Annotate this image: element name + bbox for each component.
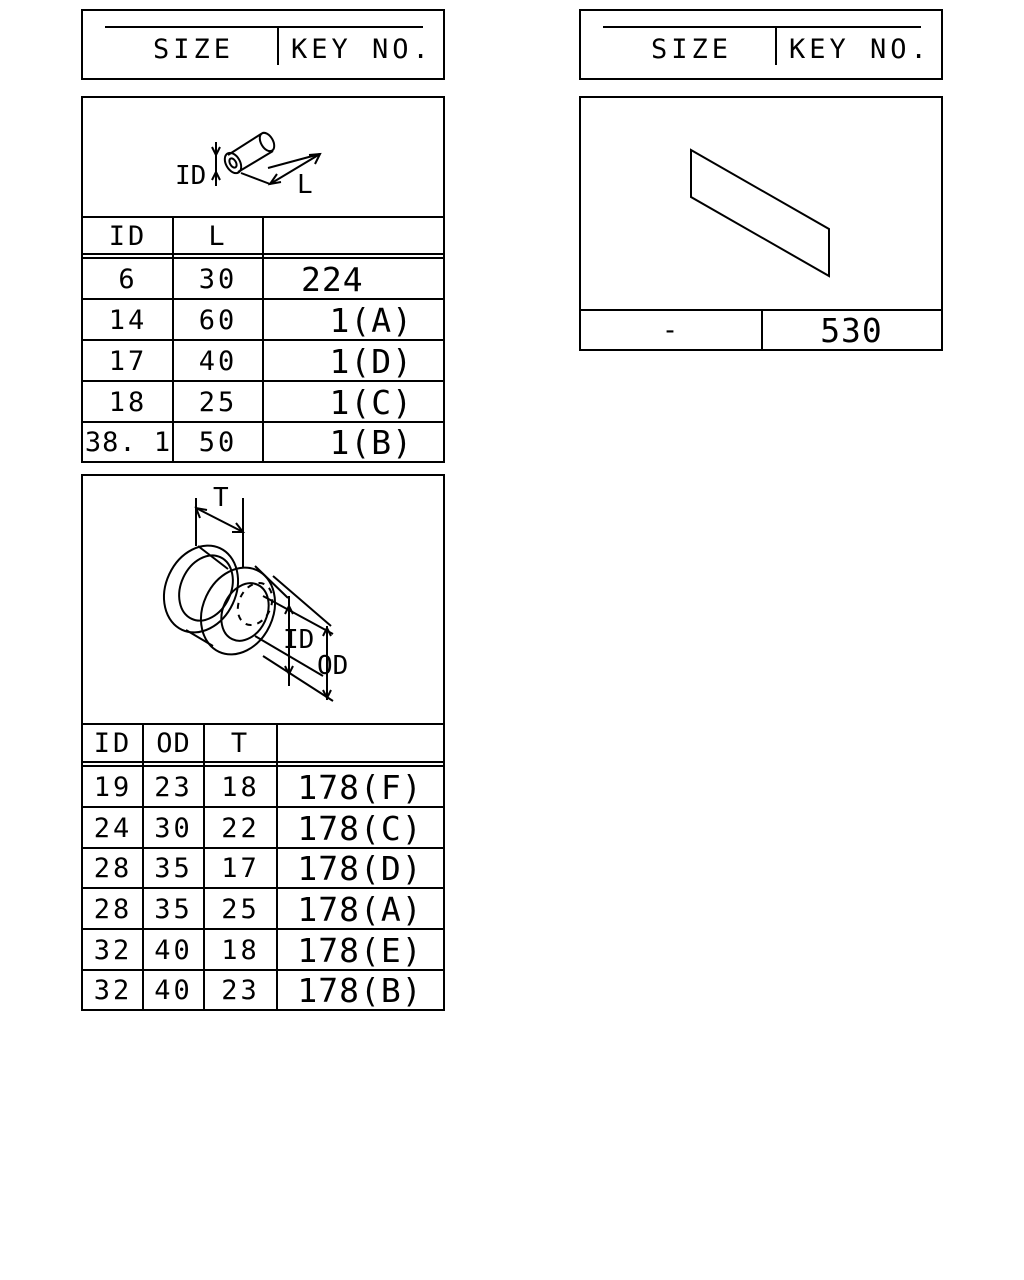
legend-divider <box>277 27 279 65</box>
grommet-thickness-cell: 18 <box>221 771 260 803</box>
grommet-od-cell: 23 <box>154 771 193 803</box>
grommet-id-cell: 32 <box>93 934 133 966</box>
key-no-header: KEY NO. <box>291 34 433 65</box>
hose-key-header <box>263 219 443 253</box>
size-header: SIZE <box>651 34 733 65</box>
grommet-id-cell: 24 <box>93 812 133 844</box>
legend-box-left <box>81 9 445 80</box>
grommet-od-cell: 30 <box>154 812 193 844</box>
hose-key-cell: 1(B) <box>329 422 413 462</box>
grommet-key-cell: 178(F) <box>297 767 423 807</box>
hose-length-cell: 60 <box>198 304 238 336</box>
hose-id-cell: 14 <box>108 304 148 336</box>
hose-length-cell: 25 <box>198 386 238 418</box>
grommet-table <box>81 474 445 1011</box>
hose-length-label: L <box>297 170 313 200</box>
grommet-thickness-cell: 18 <box>221 934 260 966</box>
grommet-key-cell: 178(E) <box>297 930 423 970</box>
grommet-thickness-label: T <box>213 483 229 513</box>
legend-divider <box>775 27 777 65</box>
grommet-key-cell: 178(A) <box>297 889 423 929</box>
hose-length-header: L <box>208 220 228 252</box>
grommet-diagram <box>83 476 443 724</box>
grommet-thickness-cell: 17 <box>221 853 260 884</box>
key-no-header: KEY NO. <box>789 34 931 65</box>
grommet-od-cell: 40 <box>154 974 193 1006</box>
grommet-id-label: ID <box>283 625 315 655</box>
hose-length-cell: 30 <box>198 263 238 295</box>
grommet-thickness-cell: 23 <box>221 974 260 1006</box>
grommet-id-cell: 28 <box>93 893 133 925</box>
hose-length-cell: 50 <box>198 426 238 458</box>
plate-key-cell: 530 <box>820 310 883 350</box>
grommet-thickness-cell: 22 <box>221 812 260 844</box>
hose-length-cell: 40 <box>198 345 238 377</box>
hose-key-cell: 224 <box>301 259 364 299</box>
grommet-id-cell: 28 <box>93 853 133 884</box>
grommet-id-cell: 19 <box>93 771 133 803</box>
legend-box-right <box>579 9 943 80</box>
grommet-table-rule <box>83 723 443 725</box>
hose-key-cell: 1(C) <box>329 382 413 422</box>
hose-id-cell: 6 <box>118 263 138 295</box>
size-header: SIZE <box>153 34 235 65</box>
grommet-thickness-header: T <box>230 728 251 759</box>
grommet-od-cell: 35 <box>154 853 193 884</box>
grommet-od-cell: 35 <box>154 893 193 925</box>
grommet-key-header <box>277 726 443 761</box>
grommet-od-label: OD <box>317 651 349 681</box>
hose-table <box>81 96 445 463</box>
plate-size-cell: - <box>661 314 682 346</box>
grommet-key-cell: 178(B) <box>297 970 423 1010</box>
hose-id-label: ID <box>175 161 207 191</box>
legend-top-rule <box>105 26 423 28</box>
grommet-table-rule <box>83 761 443 763</box>
grommet-thickness-cell: 25 <box>221 893 260 925</box>
hose-id-cell: 38. 1 <box>84 426 172 458</box>
hose-id-header: ID <box>108 220 148 252</box>
grommet-key-cell: 178(D) <box>297 849 423 888</box>
hose-key-cell: 1(D) <box>329 341 413 381</box>
legend-top-rule <box>603 26 921 28</box>
grommet-id-cell: 32 <box>93 974 133 1006</box>
grommet-key-cell: 178(C) <box>297 808 423 848</box>
plate-table <box>579 96 943 351</box>
hose-diagram <box>83 98 443 216</box>
hose-id-cell: 17 <box>108 345 148 377</box>
grommet-od-header: OD <box>156 728 191 759</box>
plate-diagram <box>581 98 941 310</box>
hose-key-cell: 1(A) <box>329 300 413 340</box>
grommet-od-cell: 40 <box>154 934 193 966</box>
grommet-id-header: ID <box>93 728 133 759</box>
hose-id-cell: 18 <box>108 386 148 418</box>
